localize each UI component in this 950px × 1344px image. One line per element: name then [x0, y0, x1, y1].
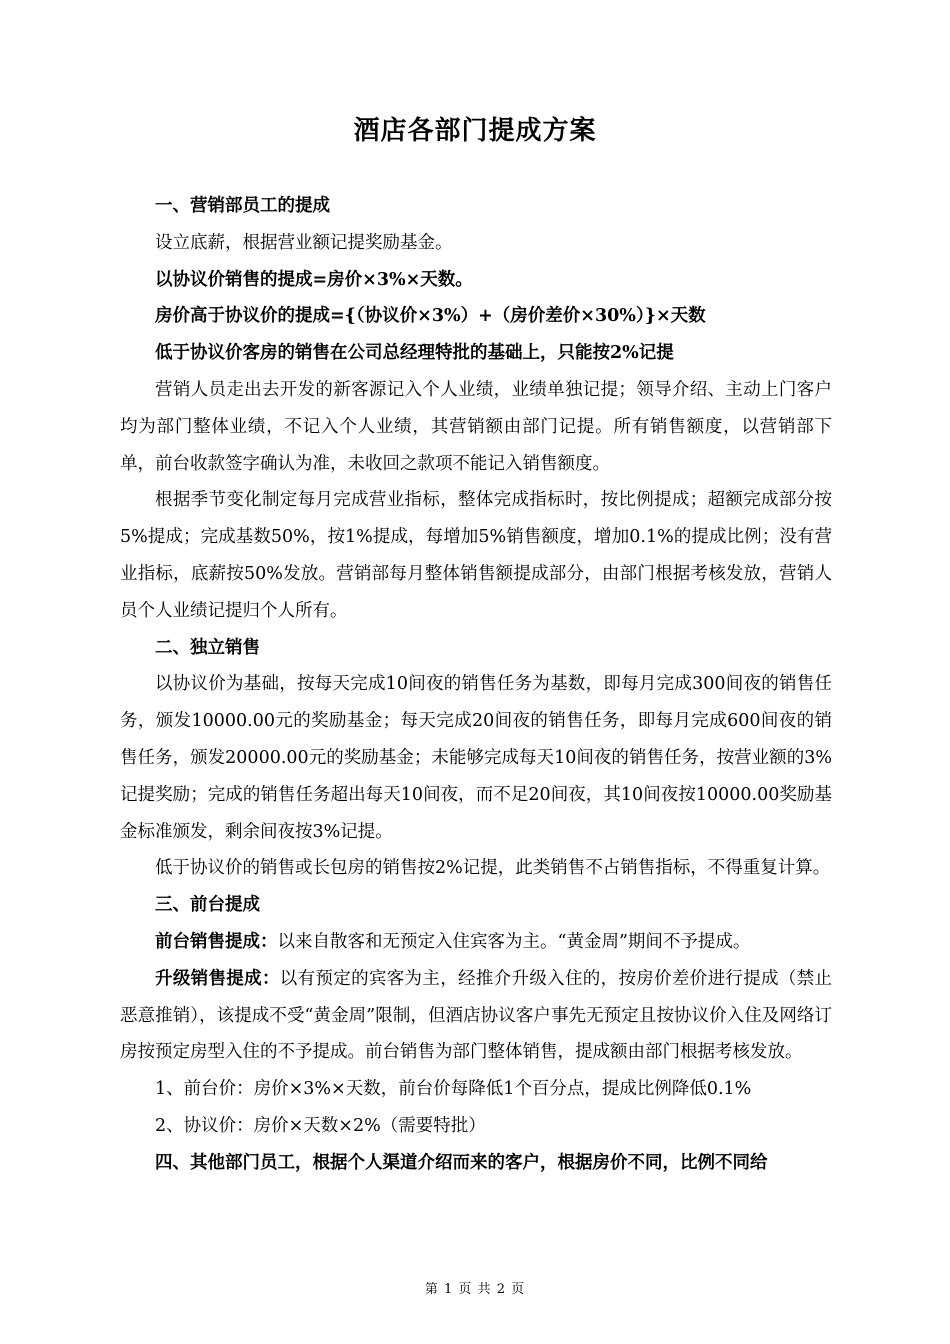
- paragraph-upgrade-sales: [120, 961, 832, 1071]
- label-front-desk-sales: 前台销售提成：: [155, 931, 278, 952]
- label-upgrade-sales: 升级销售提成：: [155, 968, 280, 989]
- text-upgrade-sales: 以有预定的宾客为主，经推介升级入住的，按房价差价进行提成（禁止恶意推销），该提成不受“黄金周”限制，但酒店协议客户事先无预定且按协议价入住及网络订房按预定房型入住的不予提成。前台销售为部门整体销售，提成额由部门根据考核发放。: [120, 968, 833, 1063]
- paragraph-front-desk-sales: [120, 924, 832, 961]
- page-title: 酒店各部门提成方案: [353, 116, 597, 146]
- page-number-footer: 第 1 页 共 2 页: [424, 1282, 526, 1297]
- section-heading-sales: 一、营销部员工的提成: [155, 196, 330, 216]
- paragraph-monthly-targets: 根据季节变化制定每月完成营业指标，整体完成指标时，按比例提成；超额完成部分按5%提成；完成基数50%，按1%提成，每增加5%销售额度，增加0.1%的提成比例；没有营业指标，底薪按50%发放。营销部每月整体销售额提成部分，由部门根据考核发放，营销人员个人业绩记提归个人所有。: [120, 490, 832, 621]
- document-body: [120, 188, 832, 1182]
- formula-agreement-price: 以协议价销售的提成=房价×3%×天数。: [155, 269, 473, 290]
- list-item-agreement-price: 2、协议价：房价×天数×2%（需要特批）: [155, 1115, 486, 1136]
- section-heading-independent-sales: 二、独立销售: [155, 637, 260, 658]
- paragraph-base-salary: 设立底薪，根据营业额记提奖励基金。: [155, 232, 453, 253]
- paragraph-long-stay-sales: 低于协议价的销售或长包房的销售按2%记提，此类销售不占销售指标，不得重复计算。: [155, 858, 831, 879]
- section-heading-other-departments: 四、其他部门员工，根据个人渠道介绍而来的客户，根据房价不同，比例不同给: [155, 1152, 768, 1173]
- paragraph-individual-performance: 营销人员走出去开发的新客源记入个人业绩，业绩单独记提；领导介绍、主动上门客户均为部门整体业绩，不记入个人业绩，其营销额由部门记提。所有销售额度，以营销部下单，前台收款签字确认为准，未收回之款项不能记入销售额度。: [120, 379, 832, 474]
- rule-below-agreement: 低于协议价客房的销售在公司总经理特批的基础上，只能按2%记提: [155, 343, 674, 364]
- paragraph-room-night-targets: 以协议价为基础，按每天完成10间夜的销售任务为基数，即每月完成300间夜的销售任务，颁发10000.00元的奖励基金；每天完成20间夜的销售任务，即每月完成600间夜的销售任务，颁发20000.00元的奖励基金；未能够完成每天10间夜的销售任务，按营业额的3%记提奖励；完成的销售任务超出每天10间夜，而不足20间夜，其10间夜按10000.00奖励基金标准颁发，剩余间夜按3%记提。: [120, 674, 832, 842]
- section-heading-front-desk: 三、前台提成: [155, 895, 260, 916]
- formula-above-agreement: 房价高于协议价的提成={（协议价×3%）+（房价差价×30%）}×天数: [155, 306, 706, 327]
- text-front-desk-sales: 以来自散客和无预定入住宾客为主。“黄金周”期间不予提成。: [277, 931, 751, 952]
- list-item-front-desk-price: 1、前台价：房价×3%×天数，前台价每降低1个百分点，提成比例降低0.1%: [155, 1079, 752, 1100]
